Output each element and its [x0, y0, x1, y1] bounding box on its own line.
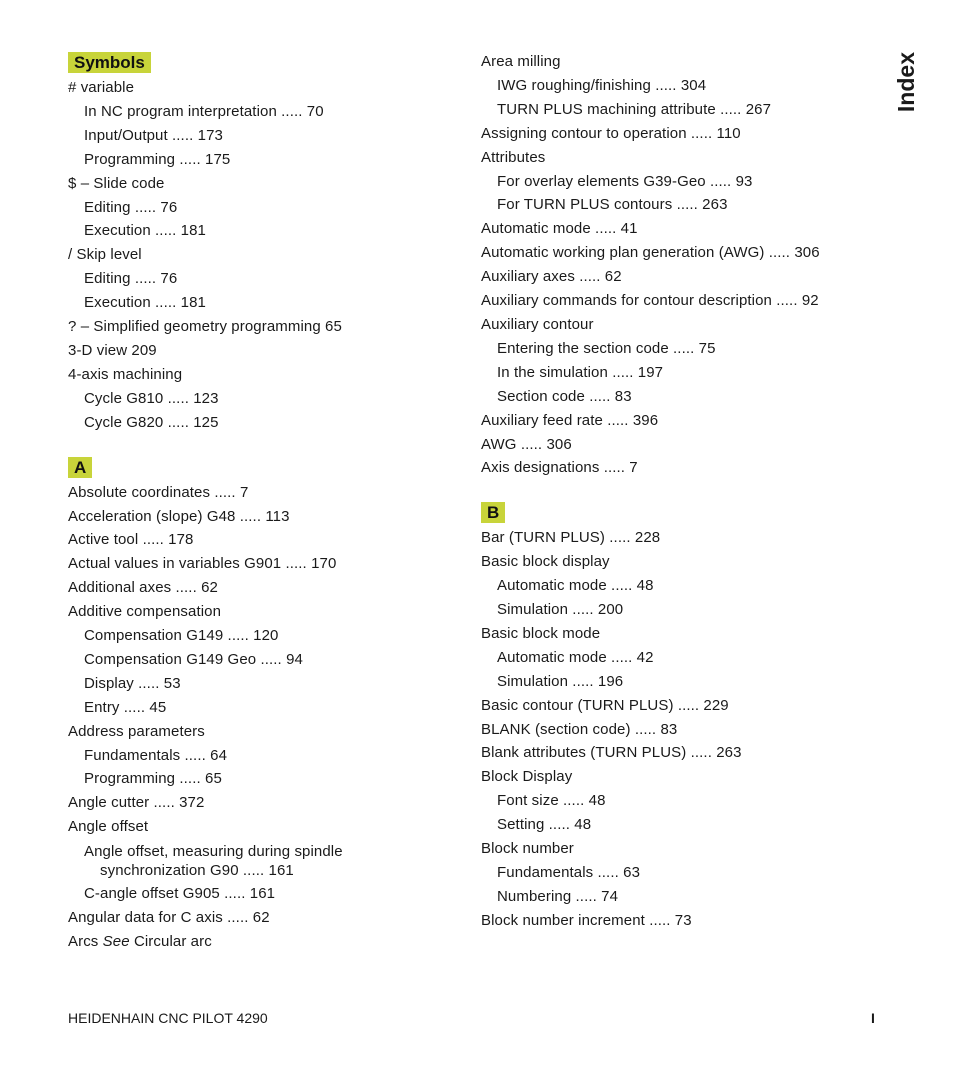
- footer-publication: HEIDENHAIN CNC PILOT 4290: [68, 1010, 268, 1026]
- index-entry: 3-D view 209: [68, 341, 157, 359]
- see-entry-term: Arcs: [68, 933, 103, 950]
- index-subentry: Automatic mode ..... 48: [497, 577, 654, 595]
- index-entry: Auxiliary feed rate ..... 396: [481, 411, 659, 429]
- index-subentry-continuation: synchronization G90 ..... 161: [100, 862, 294, 880]
- index-subentry: Display ..... 53: [84, 674, 181, 692]
- index-entry: Block number: [481, 840, 574, 858]
- index-subentry: For TURN PLUS contours ..... 263: [497, 196, 728, 214]
- index-entry: Basic block display: [481, 553, 610, 571]
- index-entry: Active tool ..... 178: [68, 531, 194, 549]
- index-entry: Additional axes ..... 62: [68, 579, 218, 597]
- index-subentry: Compensation G149 ..... 120: [84, 627, 279, 645]
- index-entry: Automatic mode ..... 41: [481, 220, 638, 238]
- index-subentry: Section code ..... 83: [497, 387, 632, 405]
- index-entry: $ – Slide code: [68, 174, 165, 192]
- index-entry: Block number increment ..... 73: [481, 911, 692, 929]
- index-entry: AWG ..... 306: [481, 435, 572, 453]
- index-entry: / Skip level: [68, 246, 142, 264]
- index-entry: Address parameters: [68, 722, 205, 740]
- index-subentry: Editing ..... 76: [84, 198, 178, 216]
- index-subentry: In NC program interpretation ..... 70: [84, 102, 324, 120]
- index-entry: Basic block mode: [481, 624, 601, 642]
- index-entry: Auxiliary contour: [481, 315, 594, 333]
- index-entry: Actual values in variables G901 ..... 170: [68, 555, 337, 573]
- section-gap: [481, 480, 881, 502]
- index-subentry: Fundamentals ..... 64: [84, 746, 228, 764]
- index-subentry: For overlay elements G39-Geo ..... 93: [497, 172, 753, 190]
- index-entry: Attributes: [481, 148, 546, 166]
- index-entry: Bar (TURN PLUS) ..... 228: [481, 529, 661, 547]
- index-subentry: Compensation G149 Geo ..... 94: [84, 650, 303, 668]
- index-subentry: In the simulation ..... 197: [497, 363, 664, 381]
- index-entry: Angular data for C axis ..... 62: [68, 909, 270, 927]
- index-entry: Absolute coordinates ..... 7: [68, 483, 249, 501]
- index-subentry-text: Angle offset, measuring during spindle: [84, 843, 343, 861]
- index-entry: Area milling: [481, 53, 561, 70]
- index-entry: Axis designations ..... 7: [481, 459, 638, 477]
- index-subentry: Input/Output ..... 173: [84, 126, 223, 144]
- index-subentry: IWG roughing/finishing ..... 304: [497, 76, 707, 94]
- index-subentry: Simulation ..... 200: [497, 601, 624, 619]
- index-entry: 4-axis machining: [68, 365, 183, 383]
- index-subentry: [68, 839, 468, 882]
- index-entry: Auxiliary commands for contour description ..... 92: [481, 292, 819, 310]
- see-keyword: See: [102, 933, 130, 950]
- footer-page-number: I: [871, 1010, 875, 1026]
- index-entry: Angle cutter ..... 372: [68, 794, 205, 812]
- index-entry: Assigning contour to operation ..... 110: [481, 124, 741, 142]
- index-subentry: Setting ..... 48: [497, 816, 592, 834]
- index-subentry: Programming ..... 65: [84, 770, 222, 788]
- side-title-text: Index: [893, 52, 919, 113]
- index-column-right: [481, 50, 881, 933]
- index-entry: Angle offset: [68, 818, 149, 836]
- index-entry: Acceleration (slope) G48 ..... 113: [68, 507, 290, 525]
- index-subentry: Entering the section code ..... 75: [497, 339, 716, 357]
- index-entry: Block Display: [481, 768, 573, 786]
- index-subentry: Fundamentals ..... 63: [497, 864, 641, 881]
- index-subentry: Execution ..... 181: [84, 294, 206, 312]
- index-subentry: Cycle G810 ..... 123: [84, 389, 219, 407]
- index-entry: Blank attributes (TURN PLUS) ..... 263: [481, 744, 742, 762]
- index-entry: BLANK (section code) ..... 83: [481, 720, 678, 738]
- index-subentry: Entry ..... 45: [84, 698, 167, 716]
- index-entry-see-reference: [68, 930, 468, 954]
- index-subentry: Numbering ..... 74: [497, 887, 619, 905]
- index-entry: Auxiliary axes ..... 62: [481, 268, 622, 286]
- index-subentry: Automatic mode ..... 42: [497, 648, 654, 666]
- index-entry: Basic contour (TURN PLUS) ..... 229: [481, 696, 729, 714]
- index-subentry: Simulation ..... 196: [497, 672, 624, 690]
- index-entry: Automatic working plan generation (AWG) ..... 306: [481, 244, 820, 262]
- index-subentry: TURN PLUS machining attribute ..... 267: [497, 100, 772, 118]
- see-target: Circular arc: [129, 933, 212, 950]
- index-entry: # variable: [68, 79, 135, 96]
- section-heading: B: [481, 502, 505, 523]
- section-gap: [68, 435, 468, 457]
- section-heading: A: [68, 457, 92, 478]
- index-subentry: Programming ..... 175: [84, 150, 231, 168]
- index-subentry: Cycle G820 ..... 125: [84, 413, 219, 431]
- index-entry: Additive compensation: [68, 603, 222, 621]
- section-heading: Symbols: [68, 52, 151, 73]
- index-entry: ? – Simplified geometry programming 65: [68, 318, 342, 336]
- side-title: [893, 52, 923, 112]
- index-subentry: Editing ..... 76: [84, 270, 178, 288]
- index-column-left: [68, 52, 468, 954]
- index-subentry: C-angle offset G905 ..... 161: [84, 885, 276, 903]
- index-subentry: Font size ..... 48: [497, 792, 606, 810]
- index-subentry: Execution ..... 181: [84, 222, 206, 240]
